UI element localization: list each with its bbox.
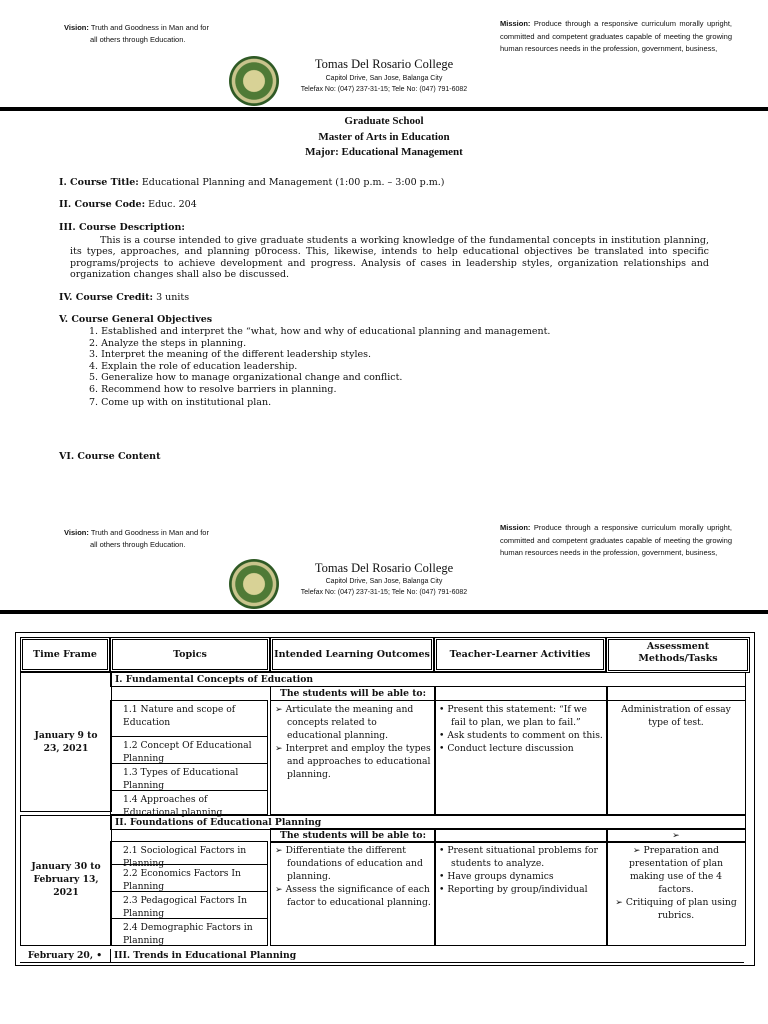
college-address-2: Capitol Drive, San Jose, Balanga City xyxy=(325,578,443,585)
course-content-heading: VI. Course Content xyxy=(59,451,161,462)
course-credit-value: 3 units xyxy=(156,292,190,303)
section-1 xyxy=(20,672,744,818)
course-credit xyxy=(59,292,719,304)
outcome-item: ➢ Articulate the meaning and concepts related to educational planning. xyxy=(275,704,414,741)
section3-time-frame: February 20, • xyxy=(20,949,111,962)
course-credit-label: IV. Course Credit: xyxy=(59,292,154,303)
header-rule xyxy=(0,107,768,111)
header-topics: Topics xyxy=(110,637,270,672)
activity-item: • Present situational problems for students to analyze. xyxy=(439,845,598,869)
section1-topic: 1.2 Concept Of Educational Planning xyxy=(110,736,268,764)
objective-item: 7. Come up with on institutional plan. xyxy=(89,397,272,408)
activity-item: • Present this statement: “If we fail to plan, we plan to fail.” xyxy=(439,704,587,728)
section2-topic: 2.2 Economics Factors In Planning xyxy=(110,864,268,892)
activity-item: • Have groups dynamics xyxy=(439,871,554,882)
course-desc-label: III. Course Description: xyxy=(59,222,185,233)
course-description xyxy=(59,222,709,281)
vision-line2: all others through Education. xyxy=(90,35,186,44)
section2-assessment xyxy=(606,841,746,946)
section2-topic: 2.4 Demographic Factors in Planning xyxy=(110,918,268,946)
vision-statement-2: Vision: Truth and Goodness in Man and for all others through Education. xyxy=(64,528,209,549)
assessment-item: ➢ Critiquing of plan using rubrics. xyxy=(615,897,737,921)
course-title-label: I. Course Title: xyxy=(59,177,139,188)
program-line3: Major: Educational Management xyxy=(305,146,463,158)
section1-assessment: Administration of essay type of test. xyxy=(606,700,746,815)
activity-item: • Ask students to comment on this. xyxy=(439,730,603,741)
course-objectives-list xyxy=(89,326,729,409)
mission-label: Mission: xyxy=(500,19,531,28)
section2-title: II. Foundations of Educational Planning xyxy=(110,815,746,830)
section1-able: The students will be able to: xyxy=(270,686,436,701)
section1-topic: 1.1 Nature and scope of Education xyxy=(110,700,268,737)
college-name-2: Tomas Del Rosario College xyxy=(314,561,454,575)
program-line1: Graduate School xyxy=(344,115,424,127)
section2-outcomes xyxy=(270,841,436,946)
college-name: Tomas Del Rosario College xyxy=(314,57,454,71)
course-title xyxy=(59,177,719,189)
college-telefax: Telefax No: (047) 237-31-15; Tele No: (047) 791-6082 xyxy=(300,86,468,93)
mission-statement xyxy=(500,18,732,56)
header-assessment: Assessment Methods/Tasks xyxy=(606,637,750,673)
header-rule-2 xyxy=(0,610,768,614)
course-objectives-heading: V. Course General Objectives xyxy=(59,314,213,325)
objective-item: 5. Generalize how to manage organizational change and conflict. xyxy=(89,372,403,383)
objective-item: 1. Established and interpret the “what, how and why of educational planning and management. xyxy=(89,326,551,337)
objective-item: 4. Explain the role of education leadership. xyxy=(89,360,298,372)
section2-time-frame: January 30 to February 13, 2021 xyxy=(31,861,101,898)
course-code-label: II. Course Code: xyxy=(59,199,146,210)
section3-title: III. Trends in Educational Planning xyxy=(114,950,297,961)
section2-able: The students will be able to: xyxy=(270,828,436,843)
section1-topic: 1.4 Approaches of Educational planning xyxy=(110,790,268,815)
vision-line1: Truth and Goodness in Man and for xyxy=(90,23,209,32)
header-activities: Teacher-Learner Activities xyxy=(434,637,606,672)
section2-activities xyxy=(434,841,608,946)
section2-topic: 2.1 Sociological Factors in Planning xyxy=(110,841,268,865)
objective-item: 3. Interpret the meaning of the different leadership styles. xyxy=(89,349,372,360)
course-desc-text: This is a course intended to give graduate students a working knowledge of the fundamental concepts in institution planning, its types, approaches, and planning p0rocess. This, likewise, intends to help educational objectives be translated into specific programs/projects to achieve development and progress. Analysis of cases in leadership styles, organization relationships and organization changes shall also be discussed. xyxy=(70,234,709,280)
course-code-value: Educ. 204 xyxy=(148,199,197,210)
outcome-item: ➢ Differentiate the different foundations of education and planning. xyxy=(275,845,423,882)
assessment-item: ➢ Preparation and presentation of plan making use of the 4 factors. xyxy=(628,845,723,895)
mission-statement-2: Mission: Produce through a responsive curriculum morally upright, committed and competent graduates capable of meeting the growing human resources needs in the profession, government, business, xyxy=(500,523,732,558)
outcome-item: ➢ Assess the significance of each factor to educational planning. xyxy=(275,884,431,908)
objective-item: 6. Recommend how to resolve barriers in planning. xyxy=(89,383,337,395)
program-heading xyxy=(0,114,768,161)
college-address: Capitol Drive, San Jose, Balanga City xyxy=(325,75,443,82)
section1-activities xyxy=(434,700,608,815)
vision-statement xyxy=(64,22,264,46)
header-time-frame: Time Frame xyxy=(20,637,110,672)
program-line2: Master of Arts in Education xyxy=(318,130,450,143)
activity-item: • Conduct lecture discussion xyxy=(439,743,574,754)
outcome-item: ➢ Interpret and employ the types and approaches to educational planning. xyxy=(275,743,431,780)
section1-outcomes xyxy=(270,700,436,815)
course-code xyxy=(59,199,719,211)
section-3 xyxy=(20,949,744,963)
activity-item: • Reporting by group/individual xyxy=(439,884,588,895)
section1-topic: 1.3 Types of Educational Planning xyxy=(110,763,268,791)
vision-label: Vision: xyxy=(64,23,89,32)
mission-text: Produce through a responsive curriculum morally upright, committed and competent graduates capable of meeting the growing human resources needs in the profession, government, business, xyxy=(500,19,732,54)
header-outcomes: Intended Learning Outcomes xyxy=(270,637,434,672)
objective-item: 2. Analyze the steps in planning. xyxy=(89,337,247,349)
section1-time-frame: January 9 to 23, 2021 xyxy=(34,730,98,754)
section-2 xyxy=(20,815,744,949)
section1-title: I. Fundamental Concepts of Education xyxy=(110,672,746,687)
course-title-value: Educational Planning and Management (1:00 p.m. – 3:00 p.m.) xyxy=(141,177,445,188)
section2-empty-bullet: ➢ xyxy=(606,828,746,843)
section2-topic: 2.3 Pedagogical Factors In Planning xyxy=(110,891,268,919)
college-telefax-2: Telefax No: (047) 237-31-15; Tele No: (047) 791-6082 xyxy=(300,589,468,596)
